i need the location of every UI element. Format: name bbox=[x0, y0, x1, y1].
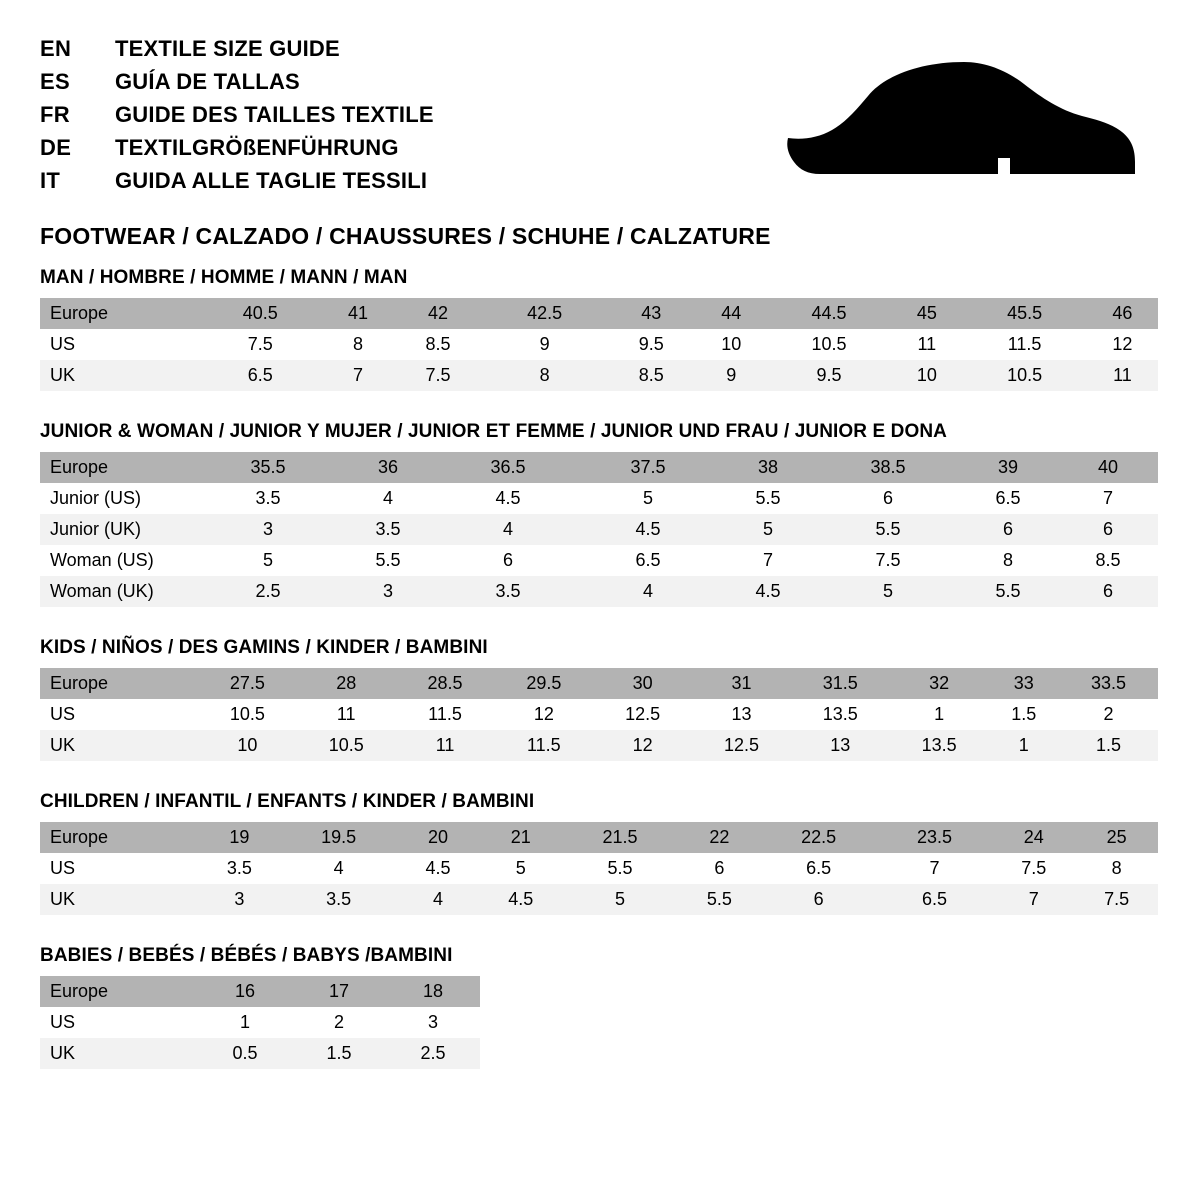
cell: 7 bbox=[718, 545, 818, 576]
section-man bbox=[40, 267, 1160, 391]
cell: 2.5 bbox=[198, 576, 338, 607]
cell: 11 bbox=[891, 329, 962, 360]
cell: 38.5 bbox=[818, 452, 958, 483]
cell: 5.5 bbox=[562, 853, 678, 884]
row-label: Europe bbox=[40, 298, 198, 329]
language-title: GUIDA ALLE TAGLIE TESSILI bbox=[115, 168, 428, 193]
row-label: Junior (US) bbox=[40, 483, 198, 514]
cell: 4.5 bbox=[479, 884, 562, 915]
row-label: Woman (UK) bbox=[40, 576, 198, 607]
cell: 45 bbox=[891, 298, 962, 329]
cell: 7.5 bbox=[198, 329, 322, 360]
page-header bbox=[40, 36, 1160, 249]
cell: 18 bbox=[386, 976, 480, 1007]
row-label: Europe bbox=[40, 976, 198, 1007]
cell: 11 bbox=[297, 699, 396, 730]
section-title: CHILDREN / INFANTIL / ENFANTS / KINDER / BAMBINI bbox=[40, 791, 535, 812]
cell: 8 bbox=[322, 329, 393, 360]
cell: 20 bbox=[397, 822, 480, 853]
cell: 6 bbox=[818, 483, 958, 514]
cell: 3 bbox=[386, 1007, 480, 1038]
table-row bbox=[40, 514, 1158, 545]
cell: 12 bbox=[1087, 329, 1158, 360]
cell: 4 bbox=[578, 576, 718, 607]
cell: 4 bbox=[438, 514, 578, 545]
cell: 5 bbox=[818, 576, 958, 607]
cell: 1.5 bbox=[989, 699, 1060, 730]
cell: 8.5 bbox=[1058, 545, 1158, 576]
language-code: DE bbox=[40, 135, 72, 160]
size-table-kids bbox=[40, 668, 1158, 761]
cell: 5.5 bbox=[818, 514, 958, 545]
cell: 11 bbox=[396, 730, 495, 761]
size-table-junior-woman bbox=[40, 452, 1158, 607]
cell: 1.5 bbox=[1059, 730, 1158, 761]
cell: 43 bbox=[607, 298, 696, 329]
cell: 12.5 bbox=[692, 730, 791, 761]
cell: 39 bbox=[958, 452, 1058, 483]
cell: 41 bbox=[322, 298, 393, 329]
cell: 29.5 bbox=[494, 668, 593, 699]
section-children bbox=[40, 791, 1160, 915]
cell: 13.5 bbox=[791, 699, 890, 730]
row-label: UK bbox=[40, 884, 198, 915]
cell: 36 bbox=[338, 452, 438, 483]
cell: 11.5 bbox=[494, 730, 593, 761]
cell: 3 bbox=[338, 576, 438, 607]
cell: 10.5 bbox=[962, 360, 1086, 391]
row-label: Europe bbox=[40, 822, 198, 853]
cell: 10 bbox=[696, 329, 767, 360]
cell: 4.5 bbox=[718, 576, 818, 607]
cell: 10.5 bbox=[767, 329, 891, 360]
cell: 17 bbox=[292, 976, 386, 1007]
section-junior-woman bbox=[40, 421, 1160, 607]
category-title: FOOTWEAR / CALZADO / CHAUSSURES / SCHUHE / CALZATURE bbox=[40, 223, 771, 249]
cell: 7 bbox=[322, 360, 393, 391]
cell: 13 bbox=[791, 730, 890, 761]
table-row bbox=[40, 298, 1158, 329]
row-label: Woman (US) bbox=[40, 545, 198, 576]
section-babies bbox=[40, 945, 1160, 1069]
section-title: MAN / HOMBRE / HOMME / MANN / MAN bbox=[40, 267, 408, 288]
section-title: BABIES / BEBÉS / BÉBÉS / BABYS /BAMBINI bbox=[40, 945, 453, 966]
table-row bbox=[40, 360, 1158, 391]
cell: 3 bbox=[198, 884, 281, 915]
cell: 22 bbox=[678, 822, 761, 853]
cell: 7.5 bbox=[394, 360, 483, 391]
cell: 12 bbox=[494, 699, 593, 730]
cell: 28 bbox=[297, 668, 396, 699]
cell: 33 bbox=[989, 668, 1060, 699]
section-title: JUNIOR & WOMAN / JUNIOR Y MUJER / JUNIOR ET FEMME / JUNIOR UND FRAU / JUNIOR E DONA bbox=[40, 421, 948, 442]
row-label: US bbox=[40, 329, 198, 360]
cell: 4.5 bbox=[397, 853, 480, 884]
cell: 7.5 bbox=[992, 853, 1075, 884]
cell: 3.5 bbox=[338, 514, 438, 545]
cell: 4.5 bbox=[438, 483, 578, 514]
cell: 5.5 bbox=[958, 576, 1058, 607]
cell: 7 bbox=[1058, 483, 1158, 514]
cell: 12.5 bbox=[593, 699, 692, 730]
table-row bbox=[40, 668, 1158, 699]
cell: 5.5 bbox=[718, 483, 818, 514]
cell: 6.5 bbox=[958, 483, 1058, 514]
cell: 1 bbox=[890, 699, 989, 730]
cell: 46 bbox=[1087, 298, 1158, 329]
row-label: UK bbox=[40, 1038, 198, 1069]
cell: 33.5 bbox=[1059, 668, 1158, 699]
table-row bbox=[40, 730, 1158, 761]
section-title: KIDS / NIÑOS / DES GAMINS / KINDER / BAMBINI bbox=[40, 637, 488, 658]
table-row bbox=[40, 884, 1158, 915]
language-code: ES bbox=[40, 69, 70, 94]
size-table-children bbox=[40, 822, 1158, 915]
row-label: Europe bbox=[40, 668, 198, 699]
cell: 5.5 bbox=[338, 545, 438, 576]
cell: 13 bbox=[692, 699, 791, 730]
cell: 1 bbox=[989, 730, 1060, 761]
cell: 3.5 bbox=[281, 884, 397, 915]
table-row bbox=[40, 822, 1158, 853]
size-table-man bbox=[40, 298, 1158, 391]
cell: 5 bbox=[718, 514, 818, 545]
cell: 8 bbox=[958, 545, 1058, 576]
table-row bbox=[40, 576, 1158, 607]
size-table-babies bbox=[40, 976, 480, 1069]
cell: 35.5 bbox=[198, 452, 338, 483]
cell: 3.5 bbox=[198, 483, 338, 514]
cell: 40.5 bbox=[198, 298, 322, 329]
cell: 16 bbox=[198, 976, 292, 1007]
cell: 2.5 bbox=[386, 1038, 480, 1069]
cell: 31 bbox=[692, 668, 791, 699]
cell: 4 bbox=[338, 483, 438, 514]
cell: 5 bbox=[578, 483, 718, 514]
cell: 8.5 bbox=[394, 329, 483, 360]
cell: 32 bbox=[890, 668, 989, 699]
cell: 21 bbox=[479, 822, 562, 853]
row-label: UK bbox=[40, 730, 198, 761]
cell: 10 bbox=[891, 360, 962, 391]
cell: 22.5 bbox=[761, 822, 877, 853]
cell: 21.5 bbox=[562, 822, 678, 853]
cell: 9.5 bbox=[767, 360, 891, 391]
language-code: EN bbox=[40, 36, 72, 61]
cell: 30 bbox=[593, 668, 692, 699]
cell: 13.5 bbox=[890, 730, 989, 761]
cell: 4.5 bbox=[578, 514, 718, 545]
cell: 44 bbox=[696, 298, 767, 329]
cell: 6 bbox=[438, 545, 578, 576]
language-title: GUIDE DES TAILLES TEXTILE bbox=[115, 102, 434, 127]
language-title: TEXTILGRÖßENFÜHRUNG bbox=[115, 135, 399, 160]
cell: 6.5 bbox=[198, 360, 322, 391]
cell: 2 bbox=[292, 1007, 386, 1038]
cell: 6 bbox=[1058, 576, 1158, 607]
row-label: Junior (UK) bbox=[40, 514, 198, 545]
section-kids bbox=[40, 637, 1160, 761]
cell: 27.5 bbox=[198, 668, 297, 699]
cell: 45.5 bbox=[962, 298, 1086, 329]
cell: 44.5 bbox=[767, 298, 891, 329]
cell: 0.5 bbox=[198, 1038, 292, 1069]
cell: 6.5 bbox=[578, 545, 718, 576]
table-row bbox=[40, 329, 1158, 360]
cell: 28.5 bbox=[396, 668, 495, 699]
language-title: TEXTILE SIZE GUIDE bbox=[115, 36, 340, 61]
cell: 6 bbox=[958, 514, 1058, 545]
table-row bbox=[40, 483, 1158, 514]
cell: 7 bbox=[877, 853, 993, 884]
cell: 36.5 bbox=[438, 452, 578, 483]
cell: 10.5 bbox=[198, 699, 297, 730]
row-label: US bbox=[40, 1007, 198, 1038]
cell: 9.5 bbox=[607, 329, 696, 360]
cell: 37.5 bbox=[578, 452, 718, 483]
cell: 9 bbox=[482, 329, 606, 360]
row-label: US bbox=[40, 699, 198, 730]
cell: 7 bbox=[992, 884, 1075, 915]
cell: 23.5 bbox=[877, 822, 993, 853]
cell: 9 bbox=[696, 360, 767, 391]
cell: 42.5 bbox=[482, 298, 606, 329]
cell: 6 bbox=[761, 884, 877, 915]
cell: 8 bbox=[1075, 853, 1158, 884]
row-label: UK bbox=[40, 360, 198, 391]
cell: 8 bbox=[482, 360, 606, 391]
cell: 3.5 bbox=[198, 853, 281, 884]
table-row bbox=[40, 853, 1158, 884]
cell: 5 bbox=[562, 884, 678, 915]
row-label: Europe bbox=[40, 452, 198, 483]
cell: 6 bbox=[678, 853, 761, 884]
cell: 3 bbox=[198, 514, 338, 545]
table-row bbox=[40, 1007, 480, 1038]
cell: 7.5 bbox=[1075, 884, 1158, 915]
cell: 6 bbox=[1058, 514, 1158, 545]
cell: 25 bbox=[1075, 822, 1158, 853]
table-row bbox=[40, 1038, 480, 1069]
cell: 11.5 bbox=[962, 329, 1086, 360]
cell: 24 bbox=[992, 822, 1075, 853]
cell: 8.5 bbox=[607, 360, 696, 391]
cell: 11.5 bbox=[396, 699, 495, 730]
cell: 1 bbox=[198, 1007, 292, 1038]
language-code: IT bbox=[40, 168, 61, 193]
table-row bbox=[40, 976, 480, 1007]
cell: 19 bbox=[198, 822, 281, 853]
row-label: US bbox=[40, 853, 198, 884]
cell: 40 bbox=[1058, 452, 1158, 483]
cell: 7.5 bbox=[818, 545, 958, 576]
cell: 10.5 bbox=[297, 730, 396, 761]
cell: 2 bbox=[1059, 699, 1158, 730]
cell: 5 bbox=[479, 853, 562, 884]
cell: 19.5 bbox=[281, 822, 397, 853]
size-sections bbox=[40, 267, 1160, 1069]
cell: 5 bbox=[198, 545, 338, 576]
dress-shoe-icon bbox=[780, 54, 1140, 194]
cell: 6.5 bbox=[761, 853, 877, 884]
cell: 42 bbox=[394, 298, 483, 329]
cell: 12 bbox=[593, 730, 692, 761]
cell: 11 bbox=[1087, 360, 1158, 391]
cell: 10 bbox=[198, 730, 297, 761]
cell: 31.5 bbox=[791, 668, 890, 699]
language-code: FR bbox=[40, 102, 70, 127]
cell: 6.5 bbox=[877, 884, 993, 915]
table-row bbox=[40, 545, 1158, 576]
cell: 38 bbox=[718, 452, 818, 483]
language-title: GUÍA DE TALLAS bbox=[115, 69, 300, 94]
cell: 4 bbox=[281, 853, 397, 884]
cell: 5.5 bbox=[678, 884, 761, 915]
cell: 4 bbox=[397, 884, 480, 915]
cell: 1.5 bbox=[292, 1038, 386, 1069]
cell: 3.5 bbox=[438, 576, 578, 607]
table-row bbox=[40, 452, 1158, 483]
table-row bbox=[40, 699, 1158, 730]
